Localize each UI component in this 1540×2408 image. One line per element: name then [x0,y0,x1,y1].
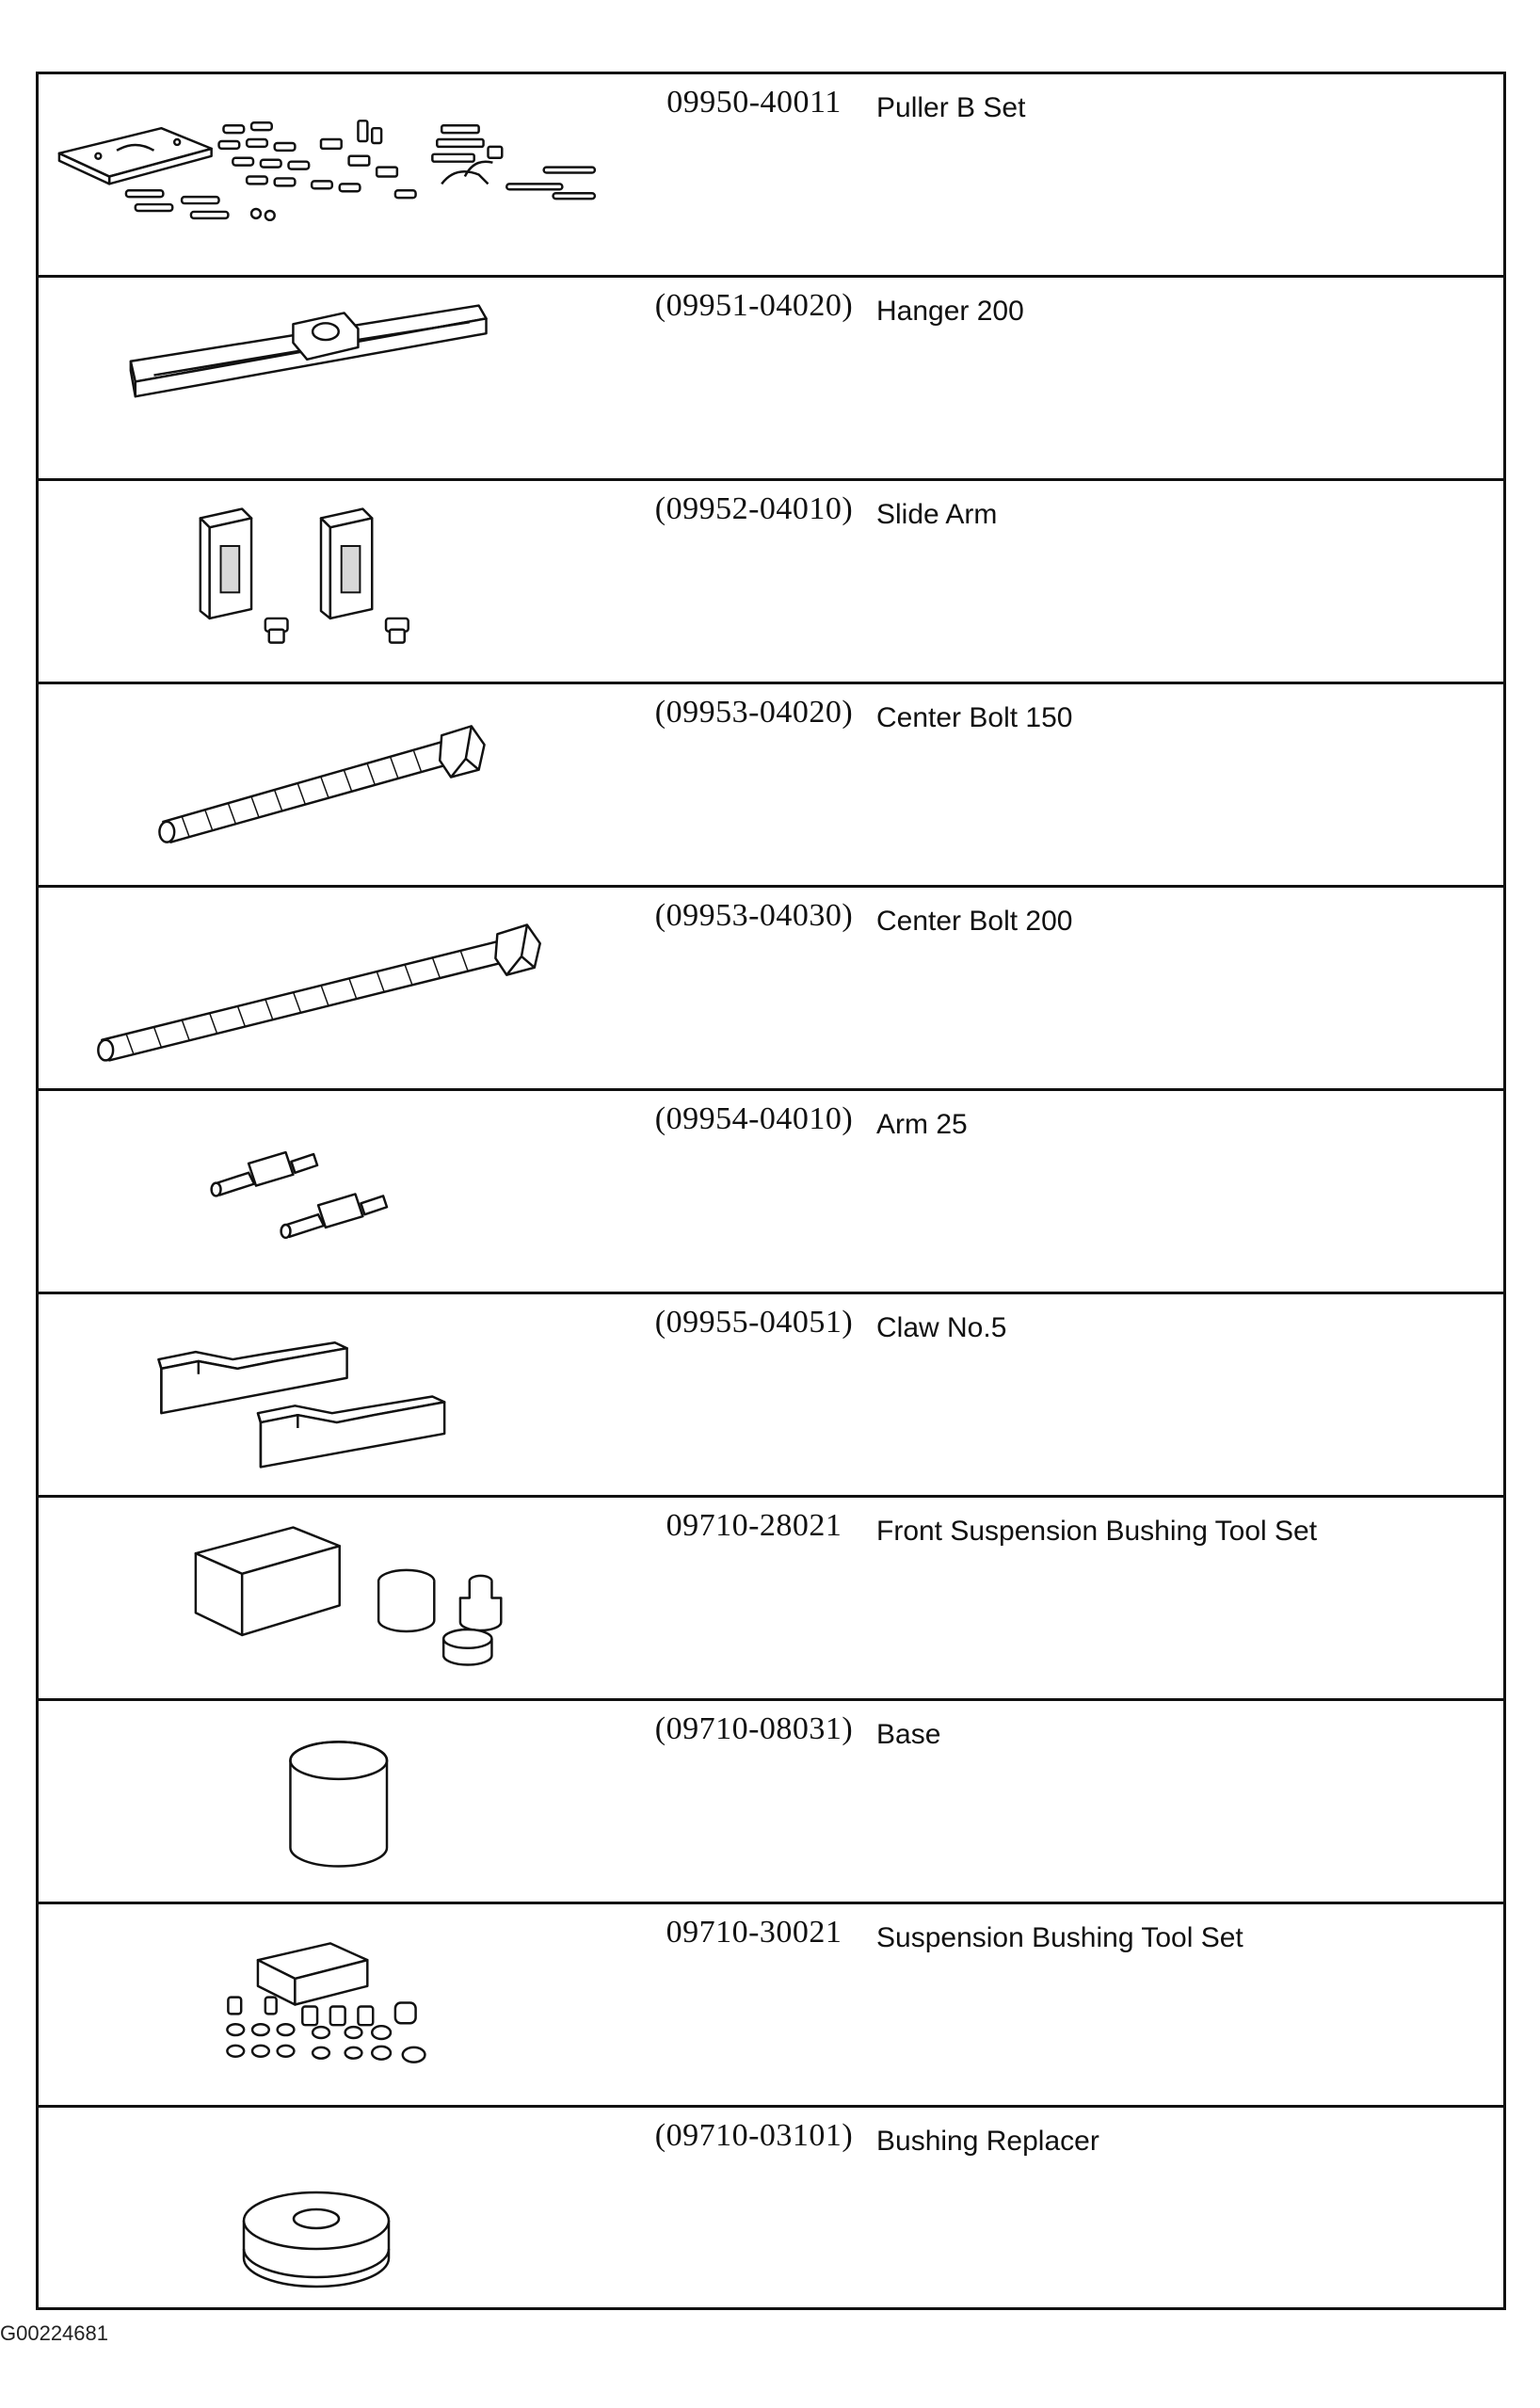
hanger-icon [39,278,603,478]
slide-arm-icon [39,481,603,682]
claw-icon [39,1294,603,1495]
tool-description: Bushing Replacer [876,2126,1099,2157]
tool-description: Arm 25 [876,1109,968,1140]
tool-row [39,2108,1503,2311]
tool-row [39,888,1503,1091]
base-cylinder-icon [39,1701,603,1902]
part-number: (09952-04010) [654,491,854,526]
tool-description: Center Bolt 200 [876,906,1073,937]
tool-description: Base [876,1719,941,1750]
tool-description: Claw No.5 [876,1312,1007,1343]
center-bolt-icon [39,684,603,885]
part-number: (09955-04051) [654,1305,854,1340]
tool-row [39,1091,1503,1294]
tool-row [39,74,1503,278]
tool-description: Hanger 200 [876,296,1024,327]
tool-row [39,1904,1503,2108]
puller-set-icon [39,74,603,275]
center-bolt-long-icon [39,888,603,1088]
suspension-tool-set-icon [39,1904,603,2105]
part-number: (09953-04030) [654,898,854,933]
tool-row [39,1498,1503,1701]
part-number: 09950-40011 [666,85,842,120]
bushing-replacer-icon [39,2108,603,2311]
tool-row [39,1294,1503,1498]
part-number: (09710-03101) [654,2118,854,2153]
tool-row [39,1701,1503,1904]
part-number: (09953-04020) [654,695,854,730]
part-number: (09951-04020) [654,288,854,323]
tool-description: Front Suspension Bushing Tool Set [876,1516,1318,1547]
part-number: 09710-30021 [666,1915,842,1950]
tool-description: Puller B Set [876,92,1026,123]
part-number: (09710-08031) [654,1711,854,1746]
part-number: (09954-04010) [654,1101,854,1136]
tool-description: Suspension Bushing Tool Set [876,1922,1243,1953]
tool-row [39,481,1503,684]
arm-icon [39,1091,603,1292]
tool-row [39,684,1503,888]
tool-description: Center Bolt 150 [876,702,1073,733]
part-number: 09710-28021 [666,1508,842,1543]
special-tools-table [36,72,1506,2310]
figure-id: G00224681 [0,2321,108,2345]
tool-row [39,278,1503,481]
tool-description: Slide Arm [876,499,998,530]
bushing-tool-set-icon [39,1498,603,1698]
